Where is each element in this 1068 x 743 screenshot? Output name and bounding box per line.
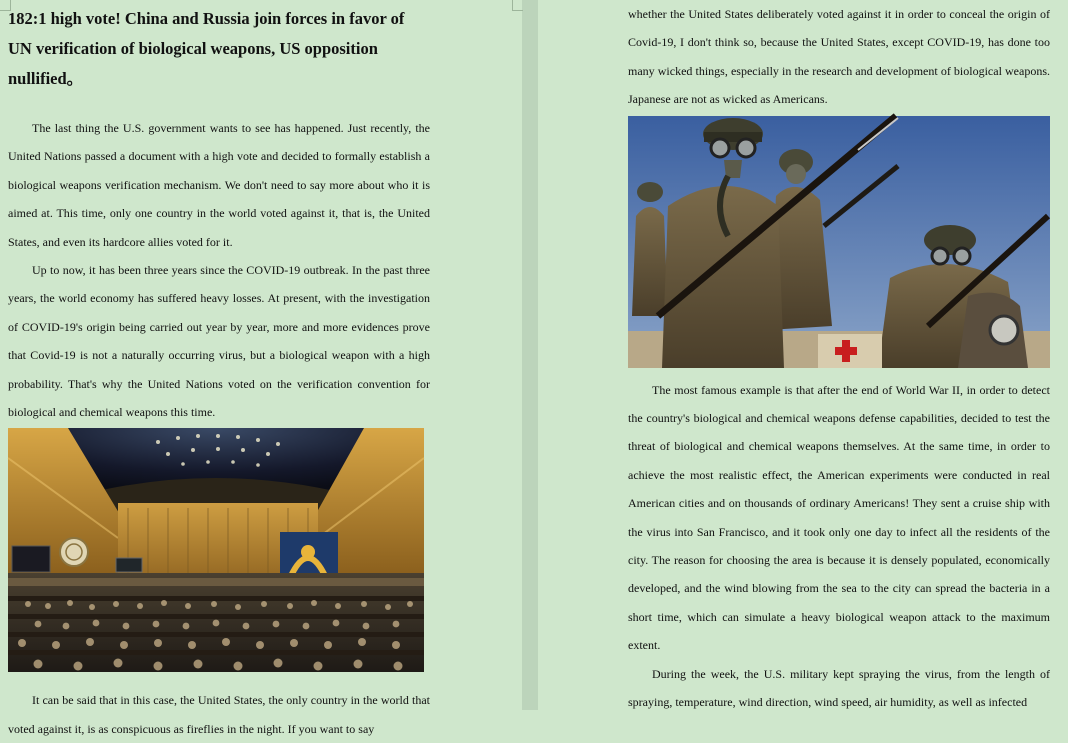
left-page [0,0,522,736]
left-page-content [8,0,430,743]
right-page-content [628,0,1050,717]
paragraph-5: During the week, the U.S. military kept spraying the virus, from the length of spraying, temperature, wind direction, wind speed, air humidity, as well as infected [628,666,1050,710]
page-gutter [522,0,538,710]
paragraph-2: Up to now, it has been three years since the COVID-19 outbreak. In the past three years, the world economy has suffered heavy losses. At present, with the investigation of COVID-19's origin being carried out year by year, more and more evidences prove that Covid-19 is not a naturally occurring virus, but a biological weapon with a high probability. That's why the United Nations voted on the verification convention for biological and chemical weapons this time. [8,263,430,420]
gas-mask-soldiers-photo [628,116,1050,368]
paragraph-4: The most famous example is that after the end of World War II, in order to detect the country's biological and chemical weapons defense capabilities, decided to test the threat of biological and chemical weapons themselves. At the same time, in order to achieve the most realistic effect, the American experiments were conducted in real American cities and on thousands of ordinary Americans! They sent a cruise ship with the virus into San Francisco, and it took only one day to infect all the residents of the city. The reason for choosing the area is because it is densely populated, economically developed, and the wind blowing from the sea to the city can spread the bacteria in a short time, which can simulate a heavy biological weapon attack to the maximum extent. [628,382,1050,653]
un-general-assembly-photo [8,428,424,672]
article-title: 182:1 high vote! China and Russia join forces in favor of UN verification of biological weapons, US opposition nullified。 [8,9,405,88]
un-assembly-hall-illustration [8,428,424,672]
paragraph-3: It can be said that in this case, the United States, the only country in the world that voted against it, is as conspicuous as fireflies in the night. If you want to say [8,693,430,736]
paragraph-1: The last thing the U.S. government wants to see has happened. Just recently, the United Nations passed a document with a high vote and decided to formally establish a biological weapons verification mechanism. We don't need to say more about who it is aimed at. This time, only one country in the world voted against it, that is, the United States, and even its hardcore allies voted for it. [8,121,430,249]
soldiers-illustration [628,116,1050,368]
crop-mark [512,0,523,11]
right-page [538,0,1068,710]
paragraph-continued: whether the United States deliberately voted against it in order to conceal the origin of Covid-19, I don't think so, because the United States, except COVID-19, has done too many wicked things, especially in the research and development of biological weapons. Japanese are not as wicked as Americans. [628,7,1050,107]
crop-mark [0,0,11,11]
